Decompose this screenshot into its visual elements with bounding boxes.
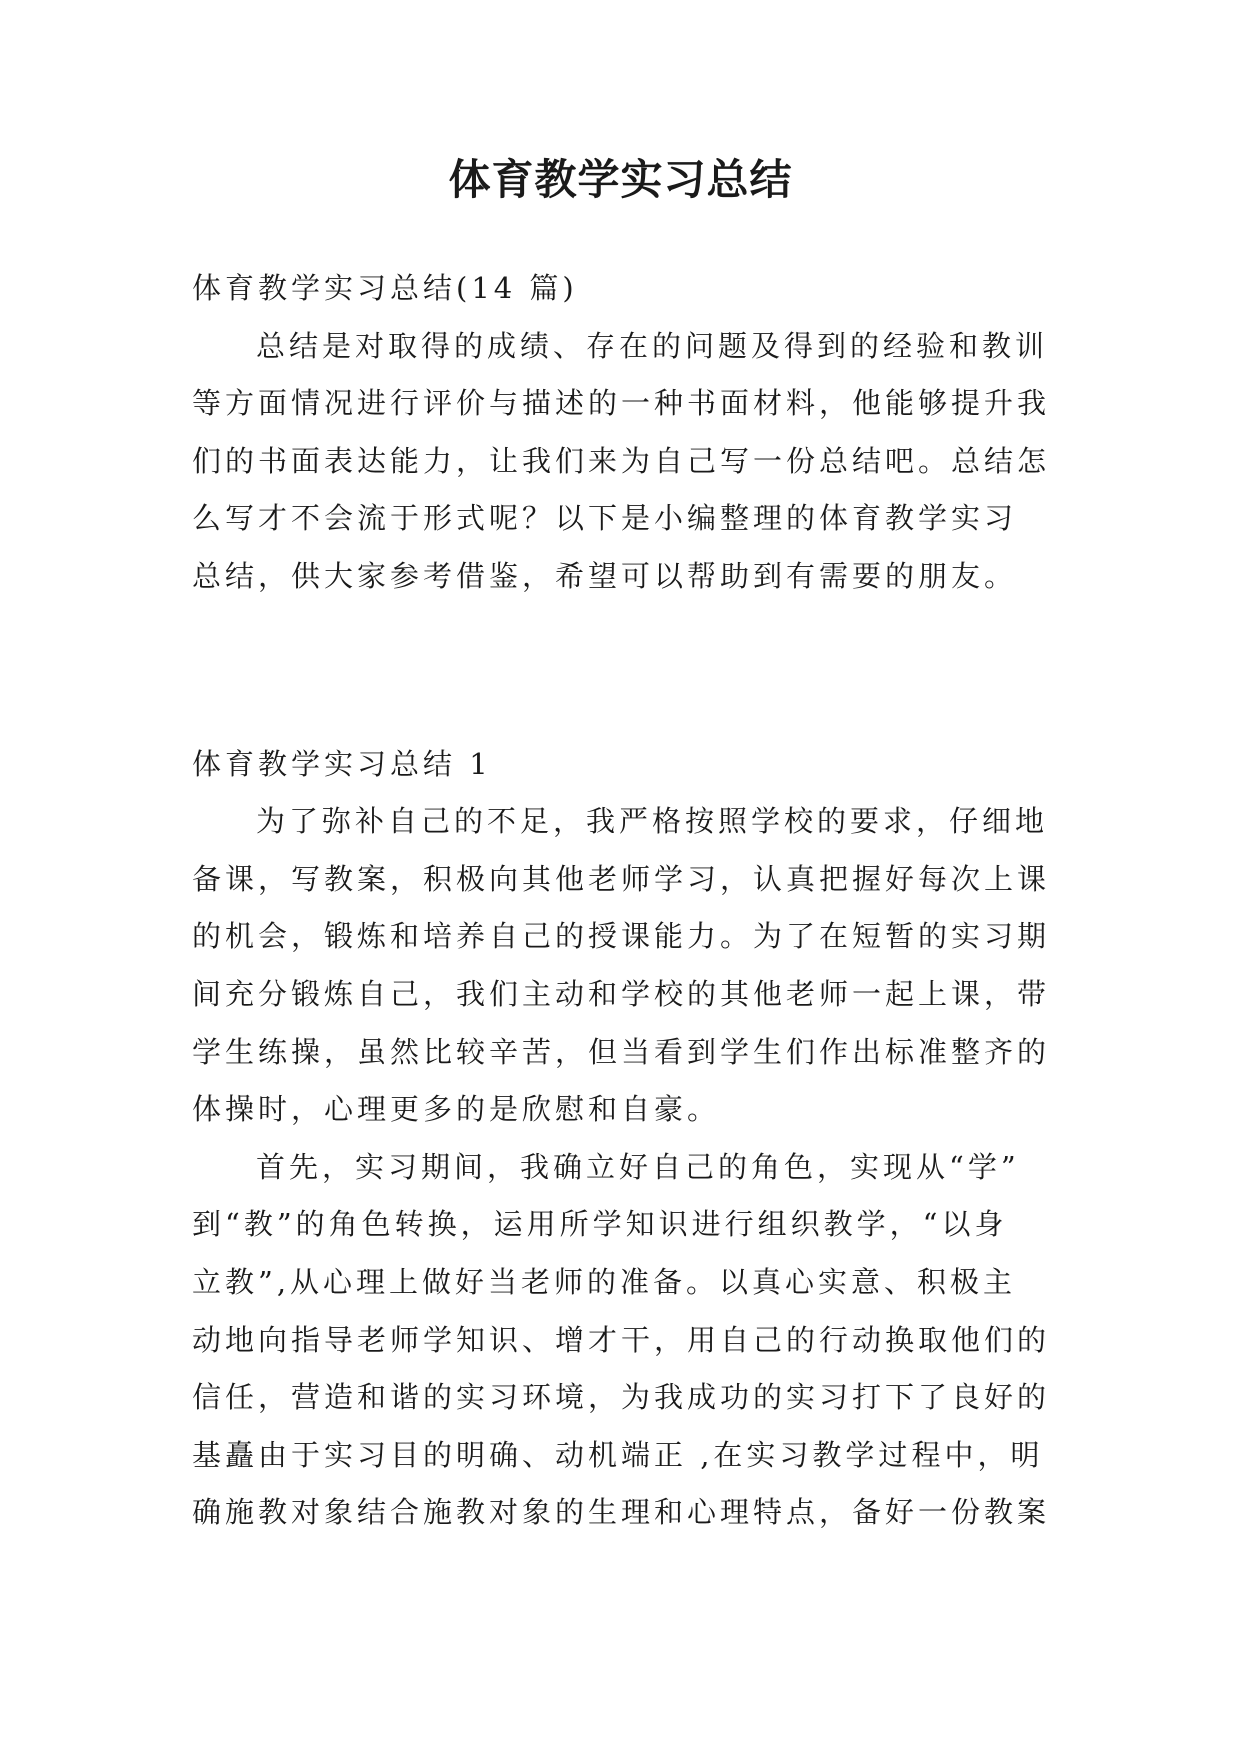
paragraph-line: 备课，写教案，积极向其他老师学习，认真把握好每次上课 [192,861,1051,896]
paragraph-line: 的机会，锻炼和培养自己的授课能力。为了在短暂的实习期 [192,919,1051,954]
section-spacer [192,606,1050,736]
intro-line: 么写才不会流于形式呢？以下是小编整理的体育教学实习 [192,501,1018,536]
paragraph-line: 动地向指导老师学知识、增才干，用自己的行动换取他们的 [192,1322,1051,1357]
document-title: 体育教学实习总结 [448,155,793,204]
paragraph-line: 信任，营造和谐的实习环境，为我成功的实习打下了良好的 [192,1380,1051,1415]
intro-line: 总结是对取得的成绩、存在的问题及得到的经验和教训 [256,328,1049,363]
document-body [192,260,1050,1542]
intro-subtitle: 体育教学实习总结(14 篇) [192,271,578,305]
paragraph-line: 立教”,从心理上做好当老师的准备。以真心实意、积极主 [192,1264,1017,1299]
intro-line: 等方面情况进行评价与描述的一种书面材料，他能够提升我 [192,386,1051,421]
paragraph-line: 体操时，心理更多的是欣慰和自豪。 [192,1092,721,1127]
paragraph-line: 首先，实习期间，我确立好自己的角色，实现从“学” [256,1149,1020,1184]
paragraph-line: 为了弥补自己的不足，我严格按照学校的要求，仔细地 [256,804,1049,839]
paragraph-line: 基矗由于实习目的明确、动机端正 ,在实习教学过程中，明 [192,1437,1044,1472]
paragraph-line: 到“教”的角色转换，运用所学知识进行组织教学，“以身 [192,1207,1008,1242]
paragraph-line: 学生练操，虽然比较辛苦，但当看到学生们作出标准整齐的 [192,1034,1051,1069]
intro-line: 们的书面表达能力，让我们来为自己写一份总结吧。总结怎 [192,443,1051,478]
paragraph-line: 间充分锻炼自己，我们主动和学校的其他老师一起上课，带 [192,976,1051,1011]
section-heading: 体育教学实习总结 1 [192,746,492,781]
intro-line: 总结，供大家参考借鉴，希望可以帮助到有需要的朋友。 [192,558,1018,593]
paragraph-line: 确施教对象结合施教对象的生理和心理特点，备好一份教案 [192,1495,1051,1530]
